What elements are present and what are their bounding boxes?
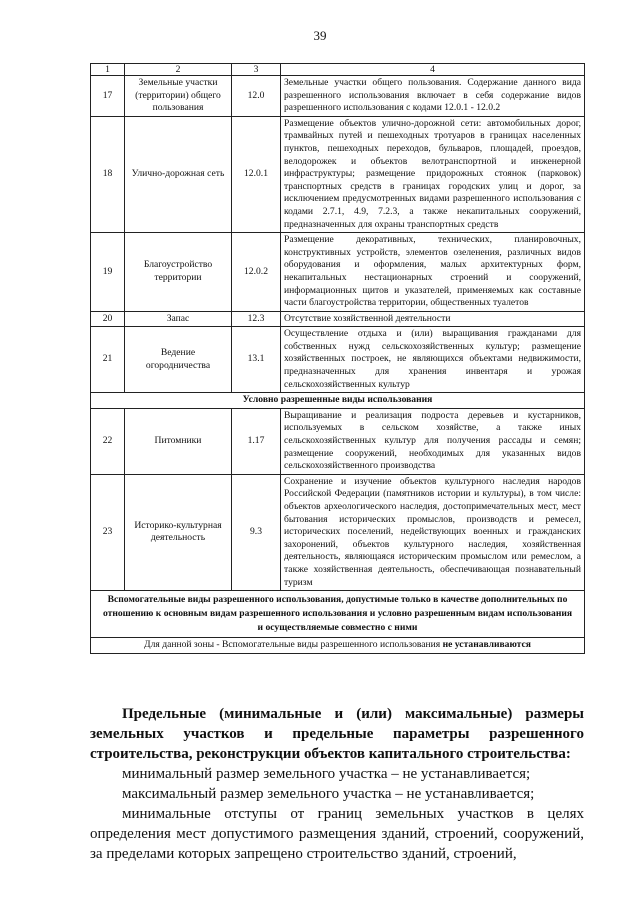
use-type-name: Земельные участки (территории) общего пользования bbox=[125, 76, 232, 117]
use-type-name: Улично-дорожная сеть bbox=[125, 116, 232, 232]
auxiliary-uses-heading: Вспомогательные виды разрешенного использования, допустимые только в качестве дополнительных по отношению к основным видам разрешенного использования и условно разрешенным видам использования и осуществляемые совместно с ними bbox=[91, 591, 585, 638]
setbacks-line: минимальные отступы от границ земельных участков в целях определения мест допустимого размещения зданий, строений, сооружений, за пределами которых запрещено строительство зданий, строений, bbox=[90, 806, 584, 862]
table-row bbox=[91, 76, 585, 117]
use-type-code: 12.0.1 bbox=[232, 116, 281, 232]
column-header: 1 bbox=[91, 64, 125, 76]
auxiliary-note bbox=[91, 638, 585, 654]
row-number: 19 bbox=[91, 233, 125, 312]
use-type-code: 9.3 bbox=[232, 474, 281, 590]
use-type-name: Благоустройство территории bbox=[125, 233, 232, 312]
use-type-name: Ведение огородничества bbox=[125, 327, 232, 393]
column-header: 3 bbox=[232, 64, 281, 76]
conditional-uses-heading: Условно разрешенные виды использования bbox=[91, 393, 585, 409]
permitted-use-table bbox=[90, 63, 585, 654]
use-type-code: 12.0 bbox=[232, 76, 281, 117]
use-type-description: Сохранение и изучение объектов культурного наследия народов Российской Федерации (памятников истории и культуры), в том числе: объектов археологического наследия, достопримечательных мест, мест бытования исторических промыслов, производств и ремесел, исторических поселений, недействующих военных и гражданских захоронений, объектов культурного наследия, хозяйственная деятельность, являющаяся историческим промыслом или ремеслом, а также хозяйственная деятельность, обеспечивающая познавательный туризм bbox=[281, 474, 585, 590]
use-type-name: Историко-культурная деятельность bbox=[125, 474, 232, 590]
min-area-line: минимальный размер земельного участка – не устанавливается; bbox=[122, 766, 531, 782]
page-number: 39 bbox=[313, 28, 327, 43]
column-header: 4 bbox=[281, 64, 585, 76]
column-header: 2 bbox=[125, 64, 232, 76]
limits-section bbox=[90, 704, 584, 864]
use-type-description: Осуществление отдыха и (или) выращивания гражданами для собственных нужд сельскохозяйственных культур; размещение хозяйственных построек, не являющихся объектами недвижимости, предназначенных для хранения инвентаря и урожая сельскохозяйственных культур bbox=[281, 327, 585, 393]
auxiliary-note-row bbox=[91, 638, 585, 654]
auxiliary-note-emphasis: не устанавливаются bbox=[442, 639, 531, 651]
section-row-conditional bbox=[91, 393, 585, 409]
limits-heading: Предельные (минимальные и (или) максимальные) размеры земельных участков и предельные параметры разрешенного строительства, реконструкции объектов капитального строительства: bbox=[90, 706, 584, 762]
use-type-code: 12.0.2 bbox=[232, 233, 281, 312]
table-row bbox=[91, 327, 585, 393]
max-area-line: максимальный размер земельного участка – не устанавливается; bbox=[122, 786, 535, 802]
table-row bbox=[91, 311, 585, 327]
use-type-description: Выращивание и реализация подроста деревьев и кустарников, используемых в сельском хозяйстве, а также иных сельскохозяйственных культур для получения рассады и семян; размещение сооружений, необходимых для указанных видов сельскохозяйственного производства bbox=[281, 408, 585, 474]
row-number: 23 bbox=[91, 474, 125, 590]
use-type-description: Отсутствие хозяйственной деятельности bbox=[281, 311, 585, 327]
table-header-row bbox=[91, 64, 585, 76]
row-number: 22 bbox=[91, 408, 125, 474]
use-type-code: 1.17 bbox=[232, 408, 281, 474]
row-number: 17 bbox=[91, 76, 125, 117]
row-number: 20 bbox=[91, 311, 125, 327]
row-number: 18 bbox=[91, 116, 125, 232]
table-row bbox=[91, 474, 585, 590]
section-row-auxiliary bbox=[91, 591, 585, 638]
table-row bbox=[91, 408, 585, 474]
table-row bbox=[91, 233, 585, 312]
use-type-description: Размещение объектов улично-дорожной сети: автомобильных дорог, трамвайных путей и пешеходных тротуаров в границах населенных пунктов, пешеходных переходов, бульваров, площадей, проездов, велодорожек и объектов велотранспортной и инженерной инфраструктуры; размещение придорожных стоянок (парковок) транспортных средств в границах городских улиц и дорог, за исключением предусмотренных видами разрешенного использования с кодами 2.7.1, 4.9, 7.2.3, а также некапитальных сооружений, предназначенных для охраны транспортных средств bbox=[281, 116, 585, 232]
use-type-name: Питомники bbox=[125, 408, 232, 474]
use-type-code: 13.1 bbox=[232, 327, 281, 393]
use-type-name: Запас bbox=[125, 311, 232, 327]
row-number: 21 bbox=[91, 327, 125, 393]
auxiliary-note-text: Для данной зоны - Вспомогательные виды разрешенного использования bbox=[144, 639, 443, 651]
table-row bbox=[91, 116, 585, 232]
use-type-description: Размещение декоративных, технических, планировочных, конструктивных устройств, элементов озеленения, различных видов оборудования и оформления, малых архитектурных форм, некапитальных нестационарных строений и сооружений, информационных щитов и указателей, применяемых как составные части благоустройства территории, общественных туалетов bbox=[281, 233, 585, 312]
use-type-description: Земельные участки общего пользования. Содержание данного вида разрешенного использования включает в себя содержание видов разрешенного использования с кодами 12.0.1 - 12.0.2 bbox=[281, 76, 585, 117]
use-type-code: 12.3 bbox=[232, 311, 281, 327]
